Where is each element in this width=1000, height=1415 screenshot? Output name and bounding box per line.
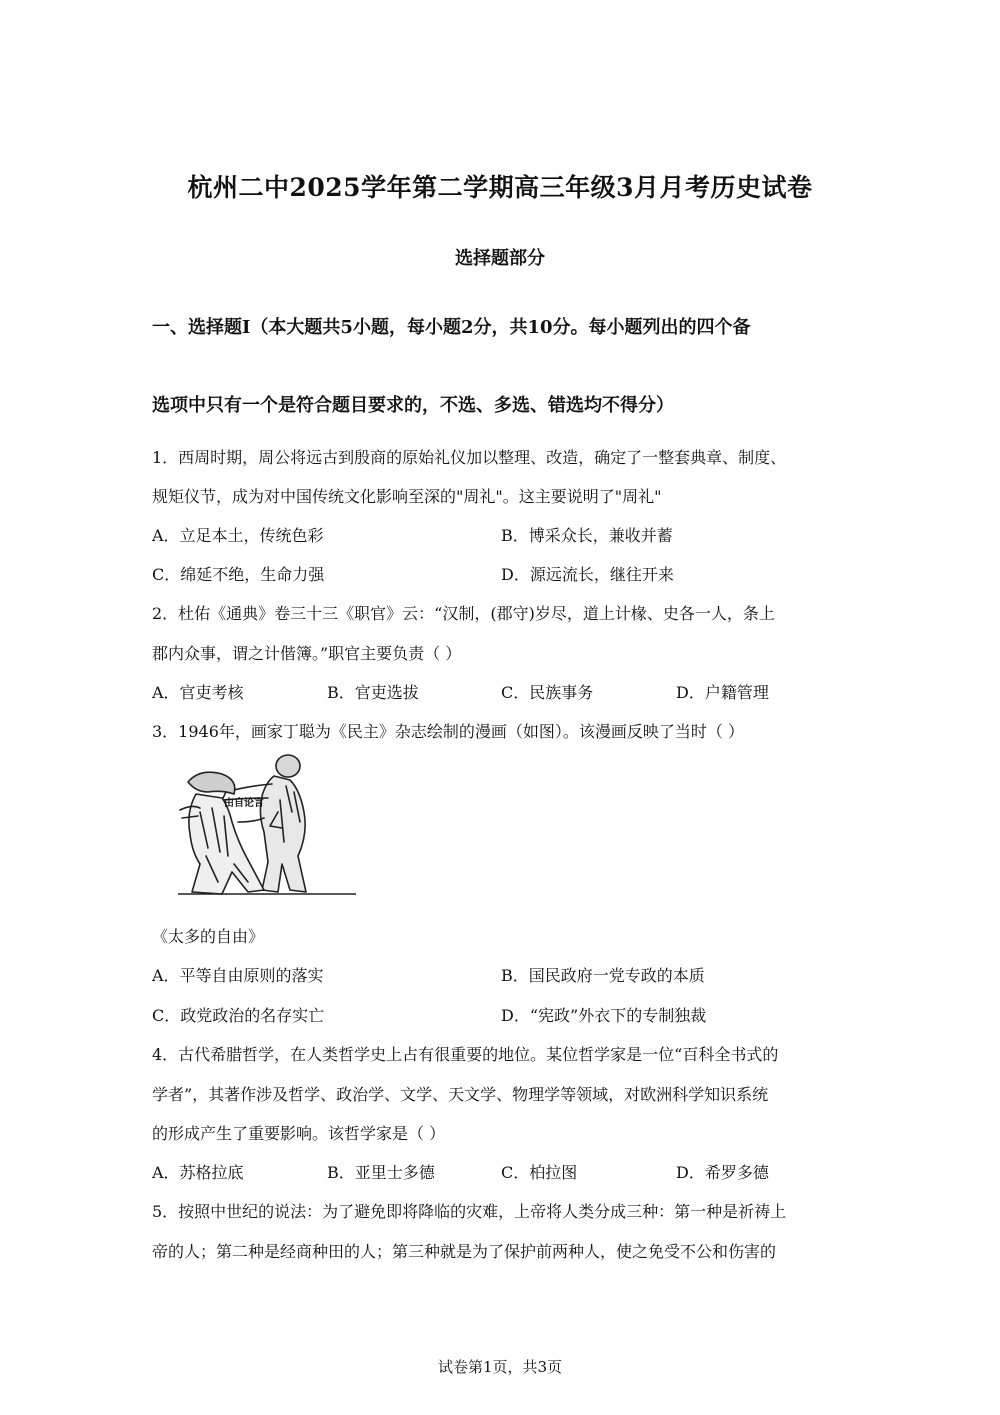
cartoon-illustration xyxy=(178,752,356,898)
question-5-stem-line2: 帝的人；第二种是经商种田的人；第三种就是为了保护前两种人，使之免受不公和伤害的 xyxy=(152,1242,777,1261)
question-2-option-c: C．民族事务 xyxy=(501,683,594,702)
section-instructions-line2: 选项中只有一个是符合题目要求的，不选、多选、错选均不得分） xyxy=(152,395,674,416)
question-2-stem-line1: 2．杜佑《通典》卷三十三《职官》云：“汉制，(郡守)岁尽，道上计椽、史各一人，条上 xyxy=(152,604,775,623)
cartoon-label: 由自论言 xyxy=(224,798,264,809)
question-2-option-b: B．官吏选拔 xyxy=(327,683,419,702)
question-3-option-c: C．政党政治的名存实亡 xyxy=(152,1006,325,1025)
question-3-option-a: A．平等自由原则的落实 xyxy=(152,966,324,985)
page-title: 杭州二中2025学年第二学期高三年级3月月考历史试卷 xyxy=(187,173,813,202)
question-4-stem-line3: 的形成产生了重要影响。该哲学家是（ ） xyxy=(152,1124,446,1143)
section-instructions-line1: 一、选择题Ⅰ（本大题共5小题，每小题2分，共10分。每小题列出的四个备 xyxy=(152,317,751,338)
question-4-option-a: A．苏格拉底 xyxy=(152,1163,244,1182)
question-1-stem-line1: 1．西周时期，周公将远古到殷商的原始礼仪加以整理、改造，确定了一整套典章、制度、 xyxy=(152,448,787,467)
section-subtitle: 选择题部分 xyxy=(455,248,545,269)
question-3-option-b: B．国民政府一党专政的本质 xyxy=(501,966,705,985)
question-5-stem-line1: 5．按照中世纪的说法：为了避免即将降临的灾难，上帝将人类分成三种：第一种是祈祷上 xyxy=(152,1202,787,1221)
cartoon-drawing xyxy=(178,752,356,898)
cartoon-caption: 《太多的自由》 xyxy=(152,927,265,946)
question-1-stem-line2: 规矩仪节，成为对中国传统文化影响至深的"周礼"。这主要说明了"周礼" xyxy=(152,487,662,506)
question-4-stem-line1: 4．古代希腊哲学，在人类哲学史上占有很重要的地位。某位哲学家是一位“百科全书式的 xyxy=(152,1045,779,1064)
question-3-stem-line1: 3．1946年，画家丁聪为《民主》杂志绘制的漫画（如图）。该漫画反映了当时（ ） xyxy=(152,722,744,741)
question-1-option-b: B．博采众长，兼收并蓄 xyxy=(501,526,673,545)
question-4-option-d: D．希罗多德 xyxy=(676,1163,769,1182)
question-3-option-d: D．“宪政”外衣下的专制独裁 xyxy=(501,1006,707,1025)
question-2-stem-line2: 郡内众事，谓之计偕簿。”职官主要负责（ ） xyxy=(152,644,462,663)
question-4-option-b: B．亚里士多德 xyxy=(327,1163,435,1182)
question-1-option-c: C．绵延不绝，生命力强 xyxy=(152,565,325,584)
question-2-option-a: A．官吏考核 xyxy=(152,683,244,702)
question-1-option-d: D．源远流长，继往开来 xyxy=(501,565,674,584)
page-footer: 试卷第1页，共3页 xyxy=(437,1358,563,1376)
question-1-option-a: A．立足本土，传统色彩 xyxy=(152,526,324,545)
question-4-stem-line2: 学者”，其著作涉及哲学、政治学、文学、天文学、物理学等领域，对欧洲科学知识系统 xyxy=(152,1085,769,1104)
question-2-option-d: D．户籍管理 xyxy=(676,683,769,702)
question-4-option-c: C．柏拉图 xyxy=(501,1163,578,1182)
